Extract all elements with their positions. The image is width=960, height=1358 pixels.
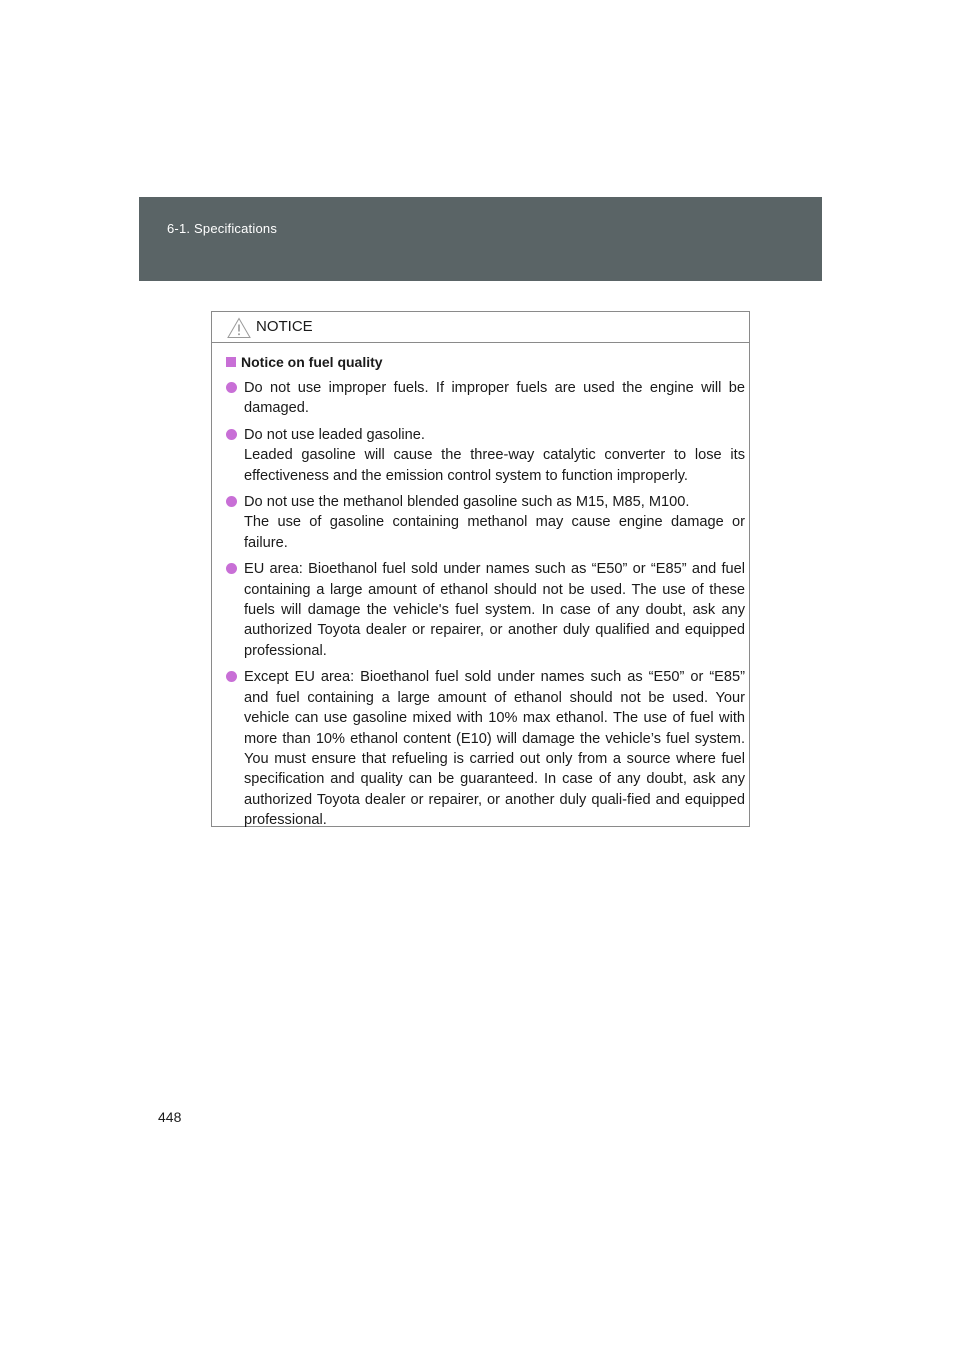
item-text: The use of gasoline containing methanol may cause engine damage or failure. — [244, 514, 745, 551]
square-bullet-icon — [226, 357, 236, 367]
notice-header — [212, 312, 749, 343]
circle-bullet-icon — [226, 671, 237, 682]
item-text: Do not use leaded gasoline. — [244, 426, 425, 443]
notice-label: NOTICE — [256, 318, 313, 335]
section-title: 6-1. Specifications — [167, 221, 278, 236]
page-number: 448 — [158, 1109, 182, 1125]
section-header-band — [139, 197, 822, 281]
circle-bullet-icon — [226, 496, 237, 507]
item-text: Do not use the methanol blended gasoline such as M15, M85, M100. — [244, 494, 690, 511]
list-item — [226, 667, 745, 830]
item-text: Do not use improper fuels. If improper fuels are used the engine will be damaged. — [244, 380, 745, 417]
list-item — [226, 559, 745, 661]
list-item — [226, 378, 745, 419]
item-text: Except EU area: Bioethanol fuel sold under names such as “E50” or “E85” and fuel containing a large amount of ethanol should not be used. Your vehicle can use gasoline mixed with 10% max ethanol. The use of fuel with more than 10% ethanol content (E10) will damage the vehicle’s fuel system. You must ensure that refueling is carried out only from a source where fuel specification and quality can be guaranteed. In case of any doubt, ask any authorized Toyota dealer or repairer, or another duly quali-fied and equipped professional. — [244, 669, 745, 829]
warning-triangle-icon — [227, 317, 251, 339]
notice-section-heading — [226, 354, 383, 370]
notice-box — [211, 311, 750, 827]
list-item — [226, 425, 745, 486]
circle-bullet-icon — [226, 429, 237, 440]
item-text: Leaded gasoline will cause the three-way catalytic converter to lose its effectiveness and the emission control system to function improperly. — [244, 447, 745, 484]
notice-item-list — [226, 378, 745, 837]
circle-bullet-icon — [226, 563, 237, 574]
item-text: EU area: Bioethanol fuel sold under names such as “E50” or “E85” and fuel containing a large amount of ethanol should not be used. The use of these fuels will damage the vehicle's fuel system. In case of any doubt, ask any authorized Toyota dealer or repairer, or another duly qualified and equipped professional. — [244, 561, 745, 659]
circle-bullet-icon — [226, 382, 237, 393]
list-item — [226, 492, 745, 553]
notice-title: Notice on fuel quality — [241, 354, 383, 370]
